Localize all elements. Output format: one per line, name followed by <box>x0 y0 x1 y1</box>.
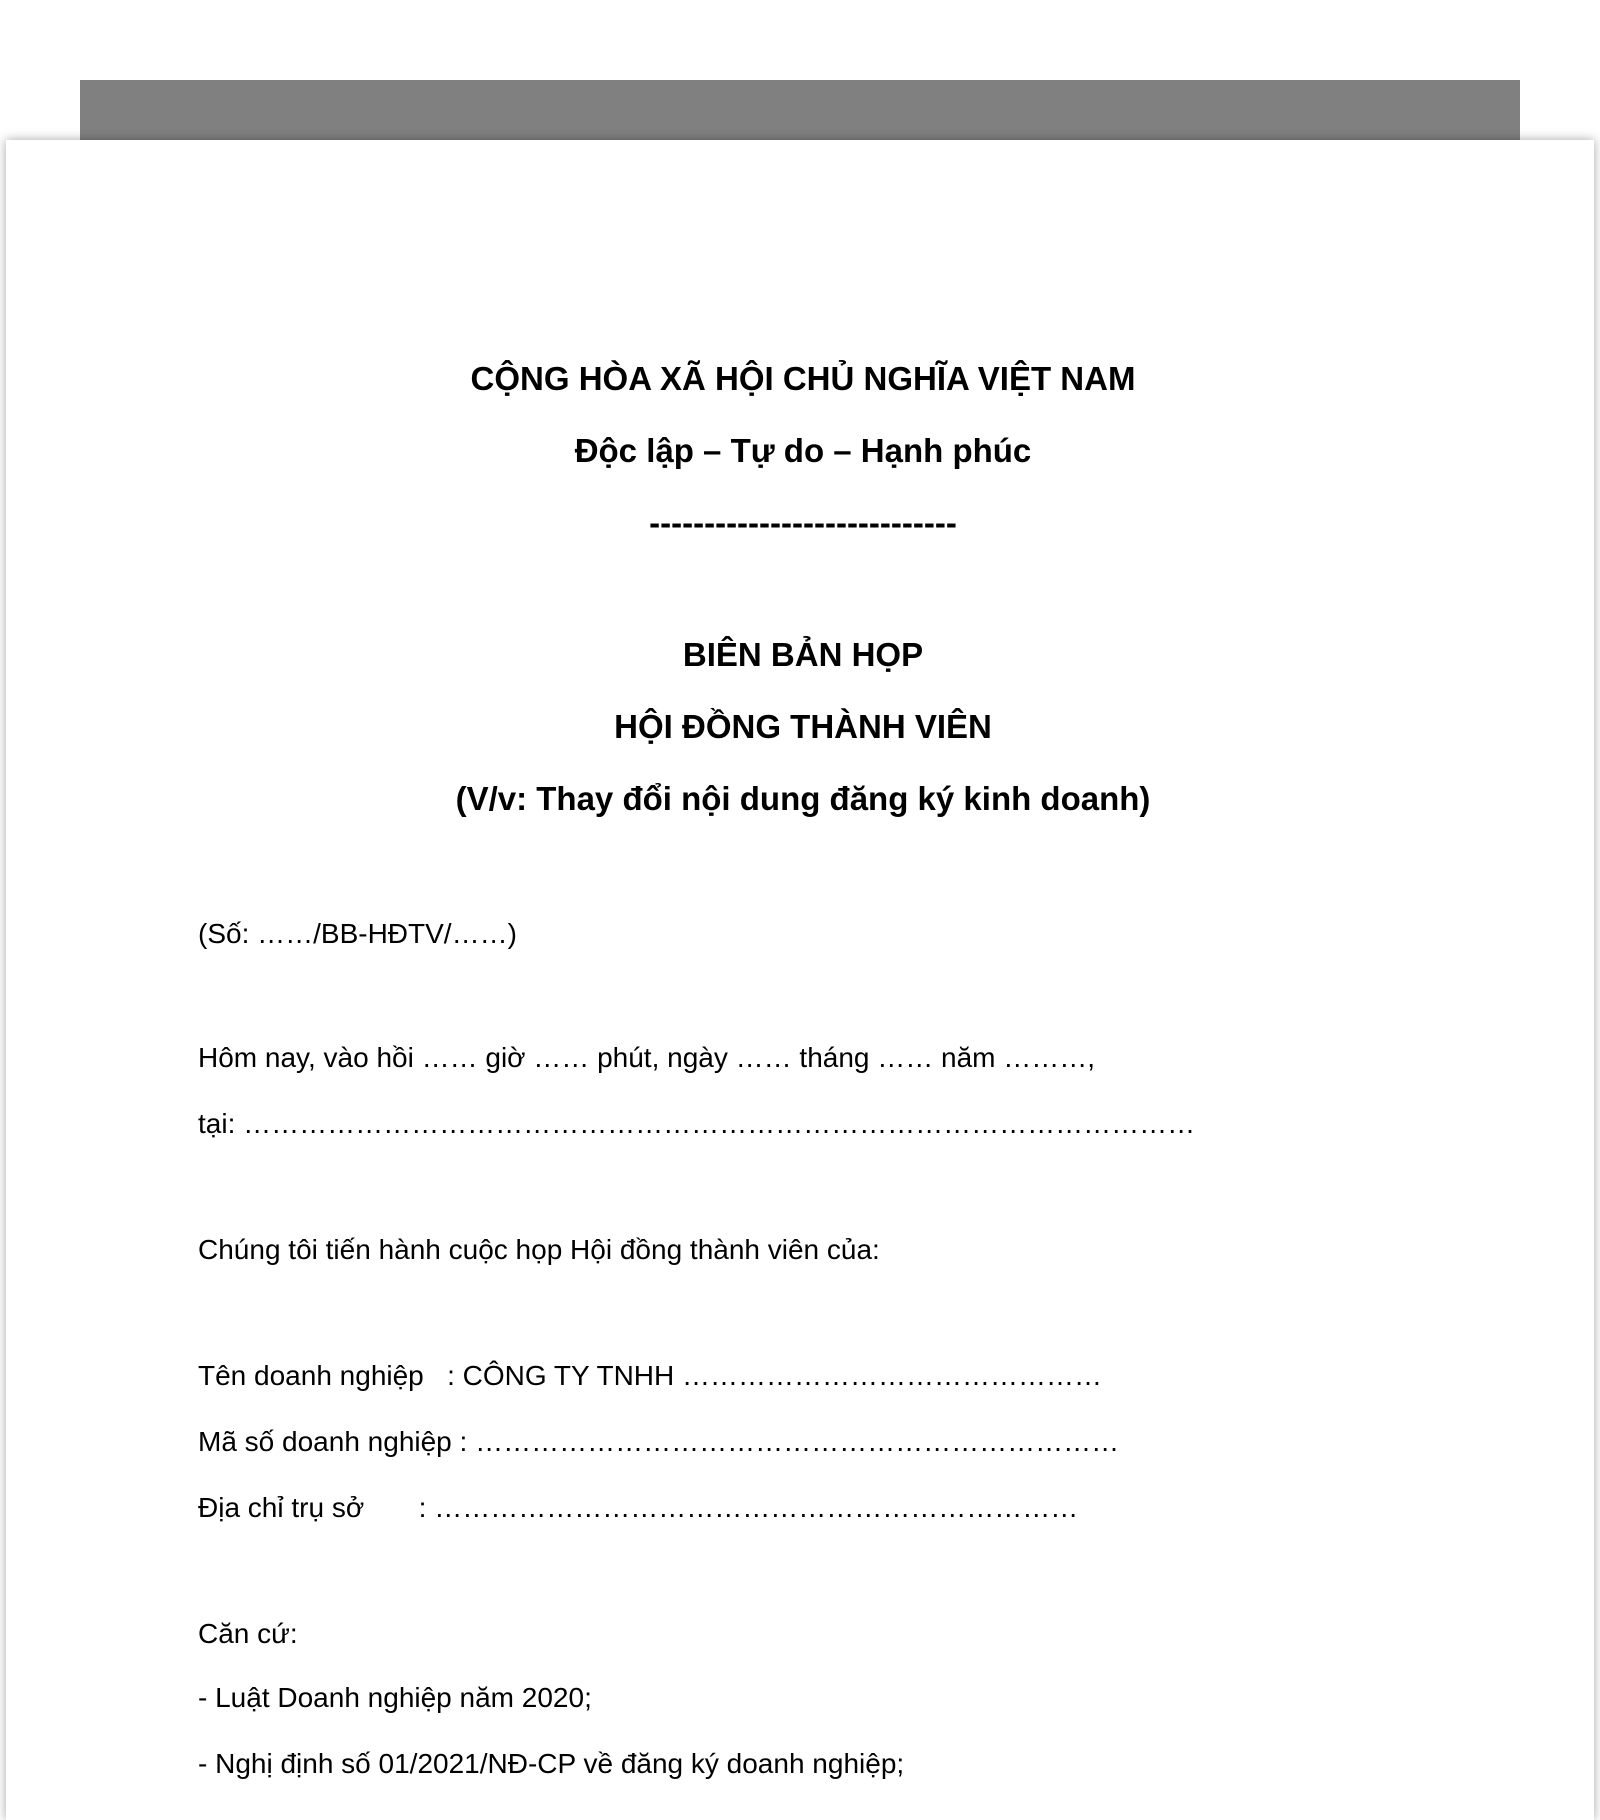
company-address: Địa chỉ trụ sở : …………………………………………………………… <box>198 1492 1079 1523</box>
basis-heading: Căn cứ: <box>198 1618 298 1649</box>
meeting-intro: Chúng tôi tiến hành cuộc họp Hội đồng thành viên của: <box>198 1234 880 1265</box>
meeting-place: tại: ………………………………………………………………………………………… <box>198 1108 1196 1139</box>
basis-item: - Luật Doanh nghiệp năm 2020; <box>198 1682 592 1713</box>
separator: ---------------------------- <box>649 504 957 541</box>
document-number: (Số: ……/BB-HĐTV/……) <box>198 918 517 949</box>
company-name: Tên doanh nghiệp : CÔNG TY TNHH ……………………………………… <box>198 1360 1103 1391</box>
motto: Độc lập – Tự do – Hạnh phúc <box>574 432 1032 469</box>
document-title: BIÊN BẢN HỌP <box>682 636 924 673</box>
document-subject: (V/v: Thay đổi nội dung đăng ký kinh doanh) <box>455 780 1151 817</box>
basis-item: - Nghị định số 01/2021/NĐ-CP về đăng ký doanh nghiệp; <box>198 1748 905 1779</box>
company-code: Mã số doanh nghiệp : …………………………………………………………… <box>198 1426 1120 1457</box>
nation-heading: CỘNG HÒA XÃ HỘI CHỦ NGHĨA VIỆT NAM <box>470 360 1136 397</box>
meeting-time: Hôm nay, vào hồi …… giờ …… phút, ngày …… tháng …… năm ………, <box>198 1042 1096 1073</box>
document-title-line2: HỘI ĐỒNG THÀNH VIÊN <box>614 708 992 745</box>
document-page <box>6 140 1594 1820</box>
